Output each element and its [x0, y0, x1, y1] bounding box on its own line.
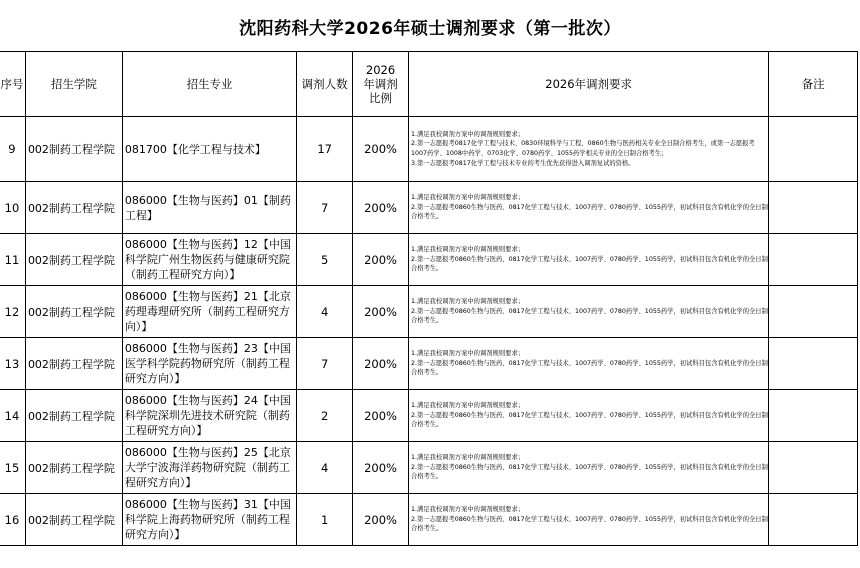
ratio-cell: 200% [353, 117, 409, 182]
college-cell: 002制药工程学院 [25, 338, 122, 390]
header-college: 招生学院 [25, 52, 122, 117]
major-cell: 086000【生物与医药】21【北京药理毒理研究所（制药工程研究方向）】 [122, 286, 296, 338]
table-row [0, 390, 858, 442]
requirement-line: 2.第一志愿报考0860生物与医药、0817化学工程与技术、1007药学、0780药学、1055药学，初试科目包含有机化学的全日制合格考生。 [410, 515, 768, 533]
count-cell: 7 [297, 182, 353, 234]
ratio-cell: 200% [353, 338, 409, 390]
ratio-cell: 200% [353, 390, 409, 442]
requirement-line: 2.第一志愿报考0860生物与医药、0817化学工程与技术、1007药学、0780药学、1055药学，初试科目包含有机化学的全日制合格考生。 [410, 307, 768, 325]
requirement-line: 1.满足我校调剂方案中的调剂规则要求； [410, 194, 525, 202]
requirement-line: 1.满足我校调剂方案中的调剂规则要求； [410, 506, 525, 514]
table-row [0, 182, 858, 234]
remarks-cell [769, 390, 858, 442]
college-cell: 002制药工程学院 [25, 442, 122, 494]
header-requirements: 2026年调剂要求 [408, 52, 768, 117]
table-row [0, 286, 858, 338]
seq-cell: 9 [0, 117, 25, 182]
count-cell: 1 [297, 494, 353, 546]
major-cell: 086000【生物与医药】31【中国科学院上海药物研究所（制药工程研究方向）】 [122, 494, 296, 546]
count-cell: 2 [297, 390, 353, 442]
requirement-line: 2.第一志愿报考0860生物与医药、0817化学工程与技术、1007药学、0780药学、1055药学，初试科目包含有机化学的全日制合格考生。 [410, 411, 768, 429]
requirement-line: 2.第一志愿报考0860生物与医药、0817化学工程与技术、1007药学、0780药学、1055药学，初试科目包含有机化学的全日制合格考生。 [410, 255, 768, 273]
requirements-cell [408, 234, 768, 286]
remarks-cell [769, 286, 858, 338]
requirements-table [0, 51, 858, 546]
requirements-cell [408, 390, 768, 442]
seq-cell: 14 [0, 390, 25, 442]
requirement-line: 1.满足我校调剂方案中的调剂规则要求； [410, 298, 525, 306]
ratio-cell: 200% [353, 234, 409, 286]
ratio-cell: 200% [353, 442, 409, 494]
header-seq: 序号 [0, 52, 25, 117]
ratio-cell: 200% [353, 494, 409, 546]
count-cell: 7 [297, 338, 353, 390]
requirement-line: 3.第一志愿报考0817化学工程与技术专业的考生优先获得进入调剂复试的资格。 [410, 159, 635, 167]
requirements-cell [408, 338, 768, 390]
requirements-cell [408, 182, 768, 234]
major-cell: 086000【生物与医药】25【北京大学宁波海洋药物研究院（制药工程研究方向）】 [122, 442, 296, 494]
major-cell: 086000【生物与医药】01【制药工程】 [122, 182, 296, 234]
college-cell: 002制药工程学院 [25, 390, 122, 442]
college-cell: 002制药工程学院 [25, 286, 122, 338]
ratio-cell: 200% [353, 182, 409, 234]
major-cell: 086000【生物与医药】24【中国科学院深圳先进技术研究院（制药工程研究方向）】 [122, 390, 296, 442]
requirement-line: 1.满足我校调剂方案中的调剂规则要求； [410, 454, 525, 462]
college-cell: 002制药工程学院 [25, 117, 122, 182]
table-row [0, 442, 858, 494]
requirements-cell [408, 494, 768, 546]
requirement-line: 2.第一志愿报考0860生物与医药、0817化学工程与技术、1007药学、0780药学、1055药学，初试科目包含有机化学的全日制合格考生。 [410, 359, 768, 377]
requirements-cell [408, 286, 768, 338]
seq-cell: 11 [0, 234, 25, 286]
requirement-line: 2.第一志愿报考0860生物与医药、0817化学工程与技术、1007药学、0780药学、1055药学，初试科目包含有机化学的全日制合格考生。 [410, 203, 768, 221]
requirement-line: 1.满足我校调剂方案中的调剂规则要求； [410, 246, 525, 254]
requirement-line: 1.满足我校调剂方案中的调剂规则要求； [410, 130, 525, 138]
college-cell: 002制药工程学院 [25, 234, 122, 286]
page-title: 沈阳药科大学2026年硕士调剂要求（第一批次） [239, 19, 621, 39]
major-cell: 086000【生物与医药】23【中国医学科学院药物研究所（制药工程研究方向）】 [122, 338, 296, 390]
count-cell: 4 [297, 286, 353, 338]
header-remarks: 备注 [769, 52, 858, 117]
remarks-cell [769, 338, 858, 390]
table-row [0, 494, 858, 546]
remarks-cell [769, 494, 858, 546]
seq-cell: 16 [0, 494, 25, 546]
major-cell: 086000【生物与医药】12【中国科学院广州生物医药与健康研究院（制药工程研究方向）】 [122, 234, 296, 286]
college-cell: 002制药工程学院 [25, 494, 122, 546]
requirement-line: 2.第一志愿报考0817化学工程与技术、0830环境科学与工程、0860生物与医药相关专业全日制合格考生，或第一志愿报考1007药学、1008中药学、0703化学、0780药学、1055药学相关专业的全日制合格考生； [410, 140, 755, 157]
table-row [0, 117, 858, 182]
table-row [0, 338, 858, 390]
header-major: 招生专业 [122, 52, 296, 117]
table-row [0, 234, 858, 286]
seq-cell: 12 [0, 286, 25, 338]
remarks-cell [769, 442, 858, 494]
seq-cell: 10 [0, 182, 25, 234]
count-cell: 17 [297, 117, 353, 182]
header-ratio: 2026年调剂比例 [353, 52, 409, 117]
major-cell: 081700【化学工程与技术】 [122, 117, 296, 182]
seq-cell: 15 [0, 442, 25, 494]
count-cell: 4 [297, 442, 353, 494]
college-cell: 002制药工程学院 [25, 182, 122, 234]
remarks-cell [769, 182, 858, 234]
remarks-cell [769, 234, 858, 286]
seq-cell: 13 [0, 338, 25, 390]
requirements-cell [408, 117, 768, 182]
requirement-line: 2.第一志愿报考0860生物与医药、0817化学工程与技术、1007药学、0780药学、1055药学，初试科目包含有机化学的全日制合格考生。 [410, 463, 768, 481]
remarks-cell [769, 117, 858, 182]
requirement-line: 1.满足我校调剂方案中的调剂规则要求； [410, 350, 525, 358]
count-cell: 5 [297, 234, 353, 286]
requirements-cell [408, 442, 768, 494]
ratio-cell: 200% [353, 286, 409, 338]
requirement-line: 1.满足我校调剂方案中的调剂规则要求； [410, 402, 525, 410]
header-count: 调剂人数 [297, 52, 353, 117]
header-row [0, 52, 858, 117]
